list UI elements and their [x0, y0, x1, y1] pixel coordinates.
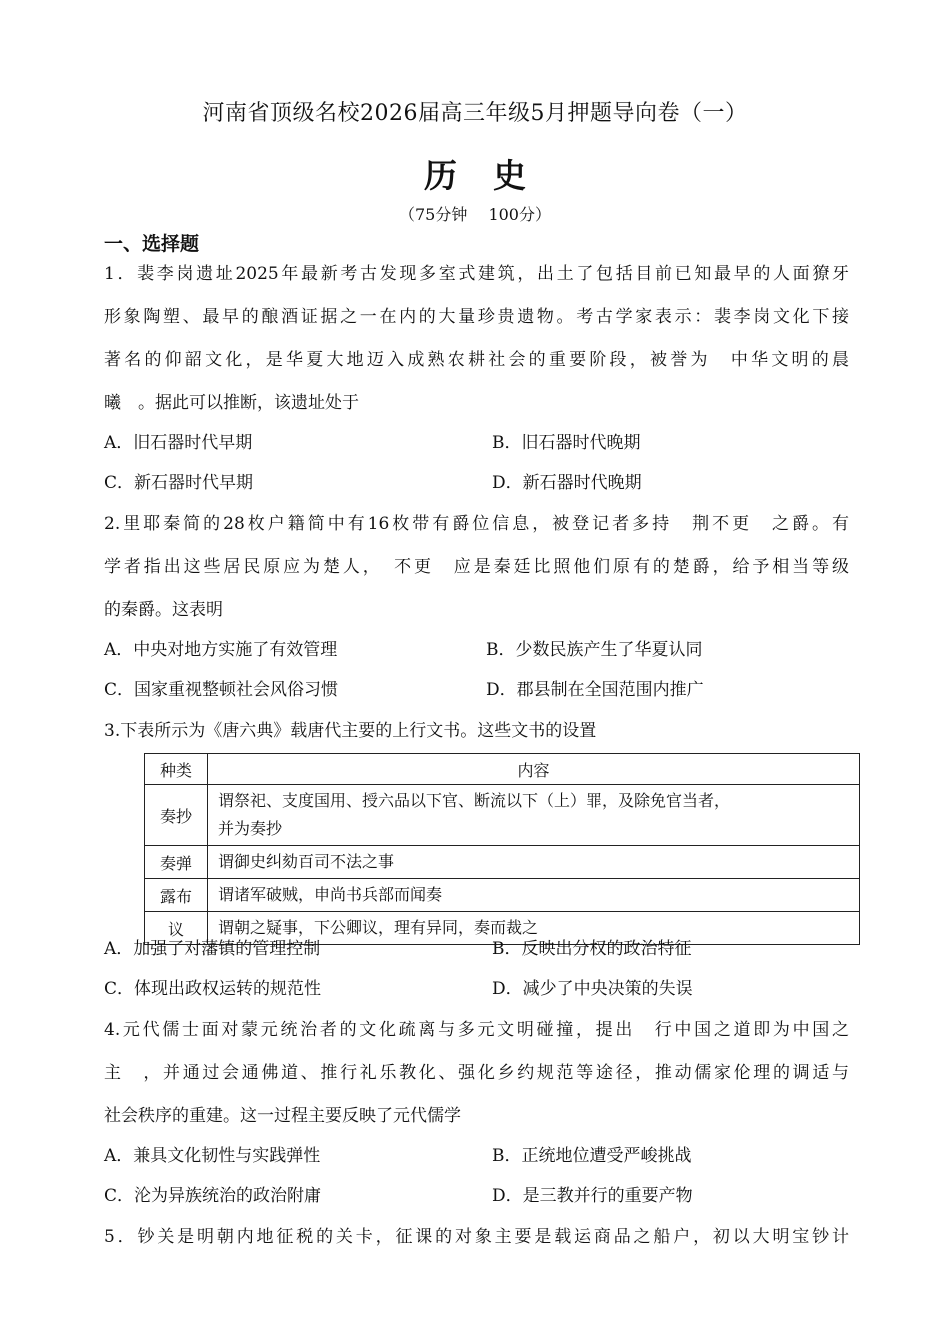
table-cell-content: 谓诸军破贼，申尚书兵部而闻奏 — [208, 879, 860, 912]
q2-line-1: 2.里耶秦简的28枚户籍简中有16枚带有爵位信息，被登记者多持 荆不更 之爵。有 — [104, 514, 849, 534]
table-cell-content-line: 并为奏抄 — [218, 819, 283, 838]
subject-char-1: 历 — [424, 156, 457, 195]
q4-option-c[interactable]: C．沦为异族统治的政治附庸 — [104, 1186, 322, 1206]
q2-option-d[interactable]: D．郡县制在全国范围内推广 — [486, 680, 704, 700]
section-heading: 一、选择题 — [104, 233, 200, 255]
q1-line-3: 著名的仰韶文化，是华夏大地迈入成熟农耕社会的重要阶段，被誉为 中华文明的晨 — [104, 350, 849, 370]
q1-option-b[interactable]: B．旧石器时代晚期 — [492, 433, 641, 453]
q2-option-b[interactable]: B．少数民族产生了华夏认同 — [486, 640, 703, 660]
q2-option-a[interactable]: A．中央对地方实施了有效管理 — [104, 640, 338, 660]
q1-option-c[interactable]: C．新石器时代早期 — [104, 473, 254, 493]
table-header-row — [145, 754, 860, 785]
q4-option-a[interactable]: A．兼具文化韧性与实践弹性 — [104, 1146, 321, 1166]
table-row — [145, 846, 860, 879]
q3-option-c[interactable]: C．体现出政权运转的规范性 — [104, 979, 322, 999]
q4-option-b[interactable]: B．正统地位遭受严峻挑战 — [492, 1146, 692, 1166]
q1-option-a[interactable]: A．旧石器时代早期 — [104, 433, 253, 453]
table-cell-content: 谓御史纠劾百司不法之事 — [208, 846, 860, 879]
table-cell-kind: 议 — [145, 912, 208, 945]
q3-option-d[interactable]: D．减少了中央决策的失误 — [492, 979, 693, 999]
q1-line-2: 形象陶塑、最早的酿酒证据之一在内的大量珍贵遗物。考古学家表示：裴李岗文化下接 — [104, 307, 849, 327]
table-cell-content — [208, 785, 860, 846]
table-row — [145, 879, 860, 912]
table-header-content: 内容 — [208, 754, 860, 785]
exam-timing: （75分钟 100分） — [399, 205, 551, 224]
q2-line-2: 学者指出这些居民原应为楚人， 不更 应是秦廷比照他们原有的楚爵，给予相当等级 — [104, 557, 849, 577]
subject-char-2: 史 — [493, 156, 526, 195]
table-cell-content: 谓朝之疑事，下公卿议，理有异同，奏而裁之 — [208, 912, 860, 945]
table-header-kind: 种类 — [145, 754, 208, 785]
q5-line-1: 5．钞关是明朝内地征税的关卡，征课的对象主要是载运商品之船户，初以大明宝钞计 — [104, 1227, 849, 1247]
q3-option-a[interactable]: A．加强了对藩镇的管理控制 — [104, 939, 321, 959]
q3-option-b[interactable]: B．反映出分权的政治特征 — [492, 939, 692, 959]
q2-line-3: 的秦爵。这表明 — [104, 600, 223, 620]
q4-line-1: 4.元代儒士面对蒙元统治者的文化疏离与多元文明碰撞，提出 行中国之道即为中国之 — [104, 1020, 849, 1040]
exam-title: 河南省顶级名校2026届高三年级5月押题导向卷（一） — [202, 101, 748, 126]
q1-option-d[interactable]: D．新石器时代晚期 — [492, 473, 642, 493]
table-cell-kind: 露布 — [145, 879, 208, 912]
q3-line-1: 3.下表所示为《唐六典》载唐代主要的上行文书。这些文书的设置 — [104, 721, 597, 741]
subject-title — [0, 150, 950, 197]
q2-option-c[interactable]: C．国家重视整顿社会风俗习惯 — [104, 680, 339, 700]
q4-line-3: 社会秩序的重建。这一过程主要反映了元代儒学 — [104, 1106, 461, 1126]
document-table — [144, 753, 860, 945]
q1-line-4: 曦 。据此可以推断，该遗址处于 — [104, 393, 359, 413]
q4-line-2: 主 ，并通过会通佛道、推行礼乐教化、强化乡约规范等途径，推动儒家伦理的调适与 — [104, 1063, 849, 1083]
q1-line-1: 1．裴李岗遗址2025年最新考古发现多室式建筑，出土了包括目前已知最早的人面獠牙 — [104, 264, 849, 284]
table-cell-kind: 奏弹 — [145, 846, 208, 879]
table-cell-kind: 奏抄 — [145, 785, 208, 846]
table-row — [145, 785, 860, 846]
table-cell-content-line: 谓祭祀、支度国用、授六品以下官、断流以下（上）罪，及除免官当者， — [218, 791, 731, 810]
q4-option-d[interactable]: D．是三教并行的重要产物 — [492, 1186, 693, 1206]
